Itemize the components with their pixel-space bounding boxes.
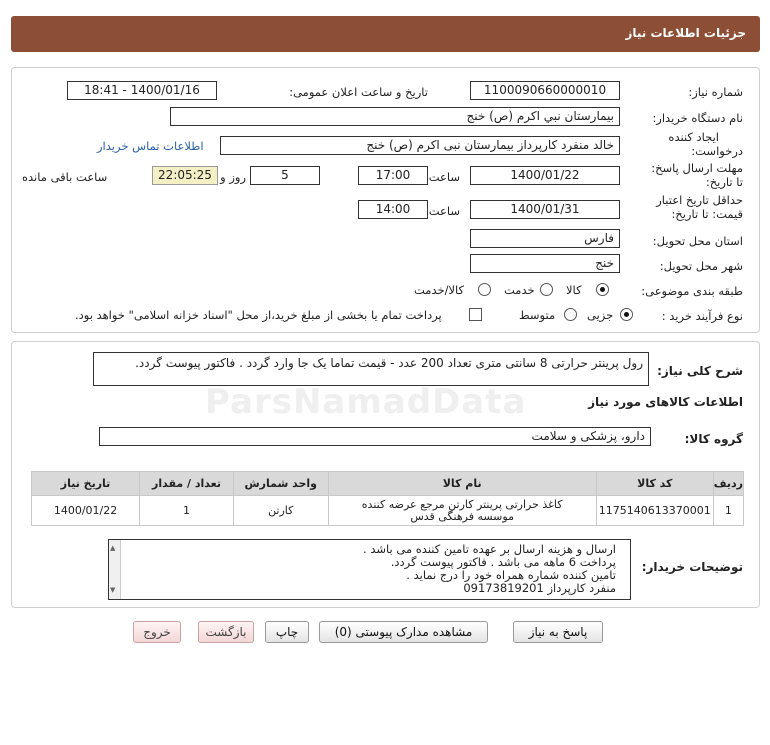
- goods-table: [31, 471, 744, 526]
- process-medium-label: متوسط: [519, 308, 556, 322]
- validity-label-2: قیمت: تا تاریخ:: [671, 207, 743, 221]
- validity-time-label: ساعت: [428, 204, 460, 218]
- goods-table-header: [32, 472, 744, 496]
- need-details-panel: [11, 341, 760, 608]
- cell-qty: 1: [140, 496, 234, 526]
- cell-name: کاغذ حرارتی پرینتر کارتن مرجع عرضه کننده موسسه فرهنگی قدس: [328, 496, 596, 526]
- reply-deadline-label: مهلت ارسال پاسخ:: [651, 161, 743, 175]
- buyer-note-line: تامین کننده شماره همراه خود را درج نماید .: [406, 568, 616, 582]
- category-goods-service-radio[interactable]: [478, 283, 491, 296]
- col-row: ردیف: [713, 472, 743, 496]
- cell-row: 1: [713, 496, 743, 526]
- buyer-notes-textarea[interactable]: [108, 539, 631, 600]
- days-label: روز و: [220, 170, 246, 184]
- province-field: فارس: [470, 229, 620, 248]
- category-goods-radio[interactable]: [596, 283, 609, 296]
- reply-time-label: ساعت: [428, 170, 460, 184]
- buyer-note-line: پرداخت 6 ماهه می باشد . فاکتور پیوست گردد.: [390, 555, 616, 569]
- buyer-contact-link[interactable]: اطلاعات تماس خریدار: [97, 139, 204, 153]
- table-row: [32, 496, 744, 526]
- col-code: کد کالا: [596, 472, 713, 496]
- notes-scrollbar[interactable]: [109, 540, 121, 599]
- exit-button[interactable]: خروج: [133, 621, 181, 643]
- announce-date-label: تاریخ و ساعت اعلان عمومی:: [289, 85, 428, 99]
- description-field: رول پرینتر حرارتی 8 سانتی متری تعداد 200 عدد - قیمت تماما یک جا وارد گردد . فاکتور پیوست گردد.: [93, 352, 649, 386]
- buyer-note-line: منفرد کارپرداز 09173819201: [463, 581, 616, 595]
- province-label: استان محل تحویل:: [652, 234, 743, 248]
- reply-date-field: 1400/01/22: [470, 166, 620, 185]
- process-minor-label: جزیی: [587, 308, 614, 322]
- buyer-notes-label: توضیحات خریدار:: [641, 560, 743, 574]
- category-service-label: خدمت: [504, 283, 535, 297]
- process-minor-radio[interactable]: [620, 308, 633, 321]
- city-label: شهر محل تحویل:: [659, 259, 743, 273]
- validity-label: حداقل تاریخ اعتبار: [656, 193, 743, 207]
- reply-button[interactable]: پاسخ به نیاز: [513, 621, 603, 643]
- buyer-org-label: نام دستگاه خریدار:: [652, 111, 743, 125]
- reply-time-field: 17:00: [358, 166, 428, 185]
- goods-group-field: دارو، پزشکی و سلامت: [99, 427, 651, 446]
- scroll-up-icon[interactable]: ▲: [110, 544, 116, 552]
- view-attachments-button[interactable]: مشاهده مدارک پیوستی (0): [319, 621, 488, 643]
- category-label: طبقه بندی موضوعی:: [641, 284, 743, 298]
- buyer-org-field: بیمارستان نبي اكرم (ص) خنج: [170, 107, 620, 126]
- goods-section-title: اطلاعات کالاهای مورد نیاز: [588, 395, 743, 409]
- city-field: خنج: [470, 254, 620, 273]
- reply-deadline-label-2: تا تاریخ:: [705, 175, 743, 189]
- process-medium-radio[interactable]: [564, 308, 577, 321]
- need-number-label: شماره نیاز:: [688, 85, 743, 99]
- category-goods-label: کالا: [566, 283, 582, 297]
- remaining-time-label: ساعت باقی مانده: [22, 170, 108, 184]
- description-label: شرح کلی نیاز:: [657, 364, 743, 378]
- print-button[interactable]: چاپ: [265, 621, 309, 643]
- col-unit: واحد شمارش: [233, 472, 328, 496]
- treasury-payment-note: پرداخت تمام یا بخشی از مبلغ خرید،از محل "اسناد خزانه اسلامی" خواهد بود.: [75, 308, 442, 322]
- days-remaining-field: 5: [250, 166, 320, 185]
- cell-date: 1400/01/22: [32, 496, 140, 526]
- goods-group-label: گروه کالا:: [684, 432, 743, 446]
- creator-label-1: ایجاد کننده: [668, 130, 719, 144]
- page-title: جزئیات اطلاعات نیاز: [625, 26, 746, 40]
- page-header: [11, 16, 760, 52]
- need-info-panel: [11, 67, 760, 333]
- category-service-radio[interactable]: [540, 283, 553, 296]
- cell-code: 1175140613370001: [596, 496, 713, 526]
- col-qty: تعداد / مقدار: [140, 472, 234, 496]
- remaining-time-field: 22:05:25: [152, 166, 218, 185]
- buyer-note-line: ارسال و هزینه ارسال بر عهده تامین کننده می باشد .: [363, 542, 616, 556]
- category-goods-service-label: کالا/خدمت: [414, 283, 465, 297]
- validity-date-field: 1400/01/31: [470, 200, 620, 219]
- col-name: نام کالا: [328, 472, 596, 496]
- scroll-down-icon[interactable]: ▼: [110, 586, 116, 594]
- need-number-field: 1100090660000010: [470, 81, 620, 100]
- creator-label-2: درخواست:: [691, 144, 743, 158]
- creator-field: خالد منفرد کارپرداز بیمارستان نبی اکرم (ص) خنج: [220, 136, 620, 155]
- treasury-payment-checkbox[interactable]: [469, 308, 482, 321]
- process-type-label: نوع فرآیند خرید :: [661, 309, 743, 323]
- validity-time-field: 14:00: [358, 200, 428, 219]
- col-date: تاریخ نیاز: [32, 472, 140, 496]
- announce-date-field: 1400/01/16 - 18:41: [67, 81, 217, 100]
- cell-unit: کارتن: [233, 496, 328, 526]
- back-button[interactable]: بازگشت: [198, 621, 254, 643]
